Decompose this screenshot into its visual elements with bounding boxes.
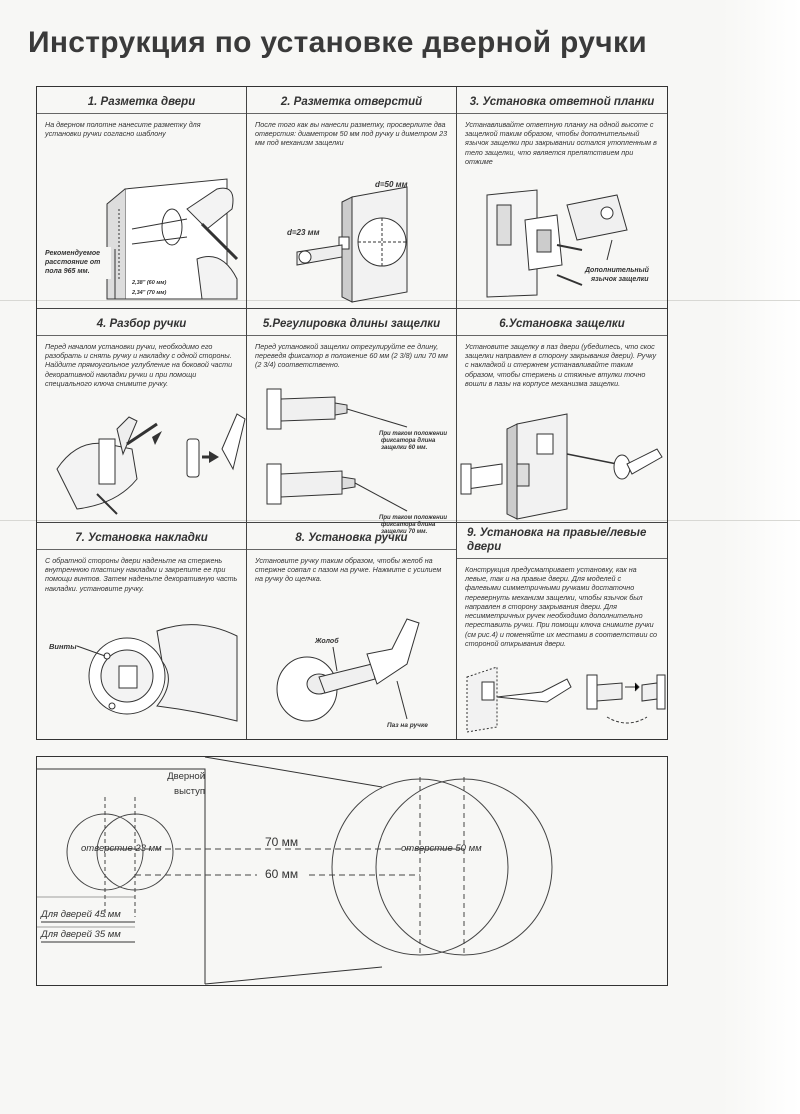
dim-70-label: 70 мм [265,835,299,849]
step-label: Винты [49,642,77,651]
step-text: Перед установкой защелки отрегулируйте ее длину, переведя фиксатор в положение 60 мм (2 3/8) или 70 мм (2 3/4) соответственно. [255,342,448,370]
step-illustration [457,185,667,305]
step-illustration [457,409,667,529]
step-3 [457,87,667,309]
step-title: 4. Разбор ручки [37,309,246,336]
step-illustration [37,611,247,731]
step-label: 2,34" (70 мм) [132,290,167,296]
step-illustration [37,149,247,309]
step-1 [37,87,247,309]
step-title: 5.Регулировка длины защелки [247,309,456,336]
page-title: Инструкция по установке дверной ручки [28,26,648,59]
step-title: 2. Разметка отверстий [247,87,456,114]
step-text: Установите защелку в паз двери (убедитесь, что скос защелки направлен в сторону закрывания двери). Ручку с накладкой и стержнем устанавливайте таким образом, чтобы стержень и стяжные втулки точно вошли в пазы на корпусе механизма защелки. [465,342,657,388]
step-text: После того как вы нанесли разметку, просверлите два отверстия: диаметром 50 мм под ручку и диметром 23 мм под механизм защелки [255,120,448,148]
step-illustration [457,657,667,737]
step-text: Устанавливайте ответную планку на одной высоте с защелкой таким образом, чтобы дополнительный язычок защелки при закрывании остался утопленным в тело защелки, что является препятствием при отжиме [465,120,657,166]
step-text: Перед началом установки ручки, необходимо его разобрать и снять ручку и накладку с одной стороны. Найдите прямоугольное углубление на боковой части декоративной накладки ручки и при помощи специального ключа снимите ручку. [45,342,233,388]
step-6 [457,309,667,523]
step-title: 3. Установка ответной планки [457,87,667,114]
step-label: d=50 мм [375,180,408,189]
step-label: Рекомендуемое расстояние от пола 965 мм. [45,250,101,275]
step-label: При таком положении фиксатора длина защелки 60 мм. [379,431,448,451]
step-illustration [247,157,457,307]
dim-60-label: 60 мм [265,867,299,881]
step-illustration [37,409,247,519]
door-45-label: Для дверей 45 мм [41,909,121,920]
step-text: Установите ручку таким образом, чтобы желоб на стержне совпал с пазом на ручке. Нажмите с усилием на ручку до щелчка. [255,556,442,584]
step-title: 8. Установка ручки [247,523,456,550]
step-label: При таком положении фиксатора длина защелки 70 мм. [379,515,448,535]
template-drawing [37,757,666,984]
step-label: Паз на ручке [387,722,428,729]
step-illustration [247,379,457,535]
step-text: На дверном полотне нанесите разметку для установки ручки согласно шаблону [45,120,201,139]
drilling-template [36,756,668,986]
step-2 [247,87,457,309]
step-label: d=23 мм [287,228,320,237]
step-text: Конструкция предусматривает установку, как на левые, так и на правые двери. Для моделей с фалевыми симметричными ручками достаточно перевернуть механизм защелки, чтобы язычок был направлен в сторону закрывания двери. Для несимметричных ручек необходимо дополнительно переставить ручки. При помощи ключа снимите ручки (см рис.4) и поменяйте их местами в соответствии со стороной открывания двери. [465,565,658,648]
step-title: 7. Установка накладки [37,523,246,550]
step-9 [457,523,667,739]
hole-50-label: отверстие 50 мм [401,843,482,854]
step-label: Жолоб [315,638,339,645]
door-35-label: Для дверей 35 мм [41,929,121,940]
step-5 [247,309,457,535]
step-text: С обратной стороны двери наденьте на стержень внутреннюю пластину накладки и закрепите ее при помощи винтов. Затем наденьте декоративную часть накладки. установите ручку. [45,556,238,593]
step-label: 2,38" (60 мм) [132,280,167,286]
hole-23-label: отверстие 23 мм [81,843,162,854]
step-label: Дополнительный язычок защелки [585,267,649,283]
step-illustration [247,609,457,729]
step-title: 9. Установка на правые/левые двери [457,523,667,559]
step-8 [247,523,457,739]
door-edge-label: Дверной выступ [167,771,205,797]
step-title: 1. Разметка двери [37,87,246,114]
step-4 [37,309,247,523]
steps-grid [36,86,668,740]
step-title: 6.Установка защелки [457,309,667,336]
scan-edge [722,0,800,1114]
step-7 [37,523,247,739]
